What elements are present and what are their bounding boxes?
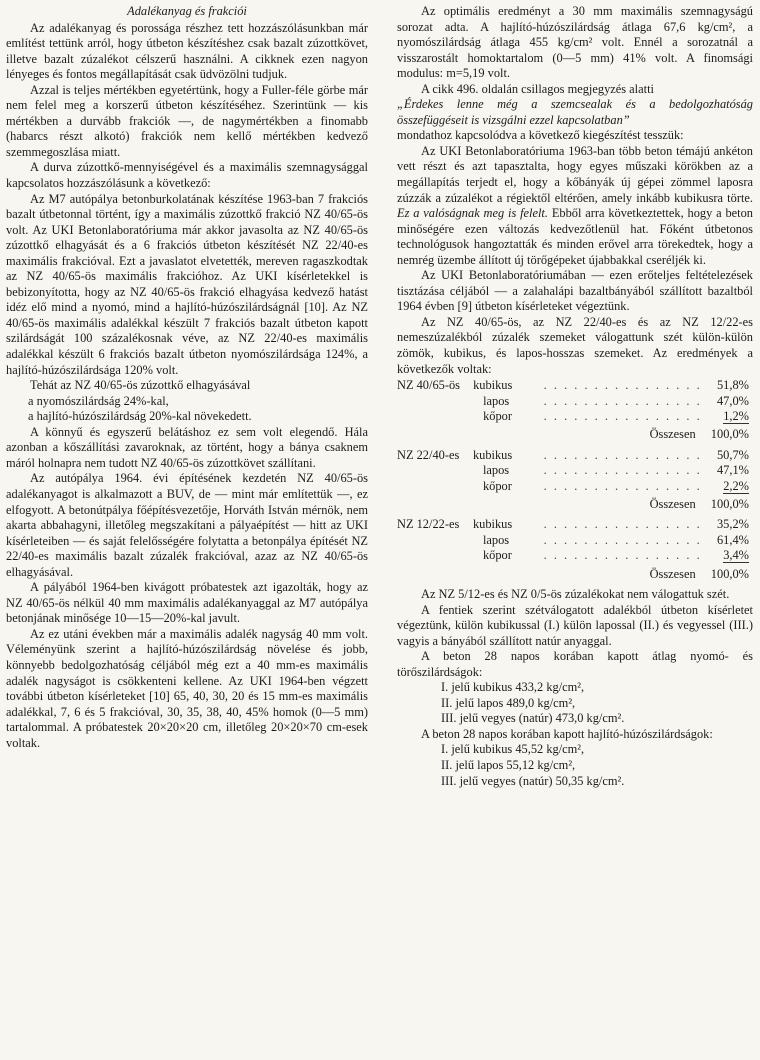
paragraph: A beton 28 napos korában kapott hajlító-húzószilárdságok: [421,726,713,741]
paragraph-continuation: mondathoz kapcsolódva a következő kiegészítést tesszük: [397,128,684,143]
result-table [397,448,749,513]
fraction-name: NZ 22/40-es [397,447,460,462]
paragraph: Tehát az NZ 40/65-ös zúzottkő elhagyásával [30,378,251,393]
percent-value [702,548,749,563]
results-tables [397,378,753,582]
percent-text: 2,2% [723,478,749,493]
table-row [397,533,749,548]
shape-label: kőpor [483,408,512,423]
percent-text: 51,8% [716,378,749,393]
paragraph: Az optimális eredményt a 30 mm maximális szemnagyságú sorozat adta. A hajlító-húzószilárdság átlaga 67,6 kg/cm², a nyomószilárdság átlaga 455 kg/cm² volt. Ennél a sorozatnál a visszarostált homoktartalom (0—5 mm) 41% volt. A finomsági modulus: m=5,19 volt. [397,4,753,81]
shape-label: lapos [482,532,510,547]
paragraph: Az NZ 40/65-ös, az NZ 22/40-es és az NZ 12/22-es nemeszúzalékból zúzalék szemeket válogattunk szét külön-külön zömök, kubikus, és lapos-hosszas szemeket. Az eredmények a következők voltak: [397,314,753,376]
paragraph: Az ez utáni években már a maximális adalék nagyság 40 mm volt. Véleményünk szerint a hajlító-húzószilárdság növelése és jobb, könnyebb bedolgozhatóság céljából még ezt a 40 mm-es maximális adalék nagyságot is csökkenteni kellene. Az UKI 1964-ben végzett további útbeton kísérleteket [10] 65, 40, 30, 20 és 15 mm-es maximális adalékkal, 7, 6 és 5 frakcióval, 30, 35, 38, 40, 45% homok (0—5 mm) tartalommal. A próbatestek 20×20×20 cm, illetőleg 20×20×70 cm-esek voltak. [6,626,368,750]
indented-line: a hajlító-húzószilárdság 20%-kal növekedett. [28,409,252,424]
leader-dots: . . . . . . . . . . . . . . . . [543,408,702,423]
leader-dots: . . . . . . . . . . . . . . . . [543,393,702,408]
percent-value [702,479,749,494]
paragraph: Az NZ 5/12-es és NZ 0/5-ös zúzalékokat nem válogattuk szét. [421,587,730,601]
paragraph: A durva zúzottkő-mennyiségével és a maximális szemnagysággal kapcsolatos hozzászólásunk a következő: [6,160,368,191]
fraction-name: NZ 40/65-ös [397,378,460,393]
percent-text: 50,7% [716,447,749,462]
total-value: 100,0% [710,496,749,511]
percent-text: 47,1% [716,463,749,478]
paragraph: Az autópálya 1964. évi építésének kezdetén NZ 40/65-ös adalékanyagot is alkalmazott a BUV, de — mint már említettük —, ez elfogyott. A betonútpálya főépítésvezetője, Horváth István mérnök, nem akarta abbahagyni, illetőleg megszakítani a pályaépítést — hitt az UKI kísérleteiben — és saját felelősségére folytatta a betonpálya építését NZ 22/40-es maximális bazalt zúzalék frakcióval, azaz az NZ 40/65-ös elhagyásával. [6,471,368,579]
section-title: Adalékanyag és frakciói [127,4,247,18]
leader-dots: . . . . . . . . . . . . . . . . [543,463,702,478]
percent-value [702,517,749,532]
paragraph: A beton 28 napos korában kapott átlag nyomó- és törőszilárdságok: [397,649,753,679]
paragraph: A pályából 1964-ben kivágott próbatestek azt igazolták, hogy az NZ 40/65-ös nélkül 40 mm maximális adalékanyaggal az M7 autópálya betonjának minősége 10—15—20%-kal javult. [6,580,368,626]
leader-dots: . . . . . . . . . . . . . . . . [543,378,702,393]
percent-value [702,409,749,424]
total-value: 100,0% [710,566,749,581]
fraction-name [397,548,473,563]
percent-text: 1,2% [723,408,749,423]
shape-label: lapos [483,393,510,408]
left-column [6,4,368,751]
table-row [397,378,749,393]
list-item: II. jelű lapos 55,12 kg/cm², [441,758,576,773]
total-row [397,494,749,512]
shape-label: kőpor [482,548,512,563]
percent-text: 3,4% [723,548,749,563]
paragraph: A cikk 496. oldalán csillagos megjegyzés alatti [421,81,654,96]
table-row [397,409,749,424]
percent-text: 35,2% [716,517,749,532]
shape-label: kubikus [472,517,513,532]
fraction-name [397,463,473,478]
percent-value [702,463,749,478]
paragraph: Az UKI Betonlaboratóriumában — ezen erőteljes feltételezések tisztázása céljából — a zalahalápi bazaltbányából szállított bazaltból 1964 évben [9] útbeton kísérleteket végeztünk. [397,268,753,314]
fraction-name [397,479,473,494]
leader-dots: . . . . . . . . . . . . . . . . [543,478,702,493]
shape-label: lapos [482,463,510,478]
strength-list [397,680,753,727]
table-row [397,463,749,478]
fraction-name [397,409,473,424]
shape-label: kőpor [482,478,512,493]
table-row [397,517,749,532]
paragraph-text: Az UKI Betonlaboratóriuma 1963-ban több beton témájú ankéton vett részt és azt tapasztalta, hogy egyes műszaki körökben az a megállapítás terjedt el, hogy a kőbányák új gépei zömmel laposra zúzzák a zúzalékot a régiektől eltérően, amely inkább kubikusra törte. [397,143,753,205]
percent-value [702,533,749,548]
paragraph-text: Ebből arra következtettek, hogy a beton minőségére ezen változás kedvezőtlenül hat. Főként útbetonos technológusok hangoztatták és minden erővel arra törekedtek, hogy a nemrég üzembe állított új törőgépeket újabbakkal cseréljék ki. [397,206,753,267]
paragraph: A fentiek szerint szétválogatott adalékból útbeton kísérletet végeztünk, külön kubikussal (I.) külön lapossal (II.) és vegyessel (III.) vagyis a bányából szállított natúr anyaggal. [397,602,753,648]
percent-text: 61,4% [716,532,749,547]
leader-dots: . . . . . . . . . . . . . . . . [543,548,702,563]
leader-dots: . . . . . . . . . . . . . . . . [543,532,702,547]
table-row [397,479,749,494]
quoted-sentence: „Érdekes lenne még a szemcsealak és a bedolgozhatóság összefüggéseit is vizsgálni ezzel kapcsolatban” [397,97,753,127]
total-label: Összesen [649,566,696,581]
table-row [397,448,749,463]
total-label: Összesen [649,496,696,511]
leader-dots: . . . . . . . . . . . . . . . . [543,447,702,462]
list-item: I. jelű kubikus 433,2 kg/cm², [441,680,585,695]
right-column [397,4,753,789]
list-item: II. jelű lapos 489,0 kg/cm², [441,695,576,710]
total-row [397,564,749,582]
fraction-name [397,533,473,548]
paragraph: A könnyű és egyszerű belátáshoz ez sem volt elegendő. Hála azonban a kőszállítási zavaroknak, az történt, hogy a bánya csaknem máról holnapra nem tudott NZ 40/65-ös zúzottkövet szállítani. [6,424,368,470]
fraction-name [397,394,473,409]
percent-value [702,448,749,463]
list-item: III. jelű vegyes (natúr) 50,35 kg/cm². [441,773,625,788]
result-table [397,378,749,443]
result-table [397,517,749,582]
paragraph: Az M7 autópálya betonburkolatának készítése 1963-ban 7 frakciós bazalt útbetonnal történt, így a maximális zúzottkő frakció NZ 40/65-ös volt. Az UKI Betonlaboratóriuma már akkor javasolta az NZ 40/65-ös zúzottkő elhagyását és a 6 frakciós útbeton készítését NZ 22/40-es maximális frakcióval. Ezt a javaslatot elvetették, mereven ragaszkodtak az NZ 40/65-ös maximális frakcióhoz. Az UKI kísérletekkel is bebizonyította, hogy az NZ 40/65-ös frakció elhagyása kedvező hatást idéz elő mind a nyomó, mind a hajlító-húzószilárdságnál [10]. Az NZ 40/65-ös maximális adalékkal készült 7 frakciós bazalt útbeton kapott szilárdságát 100 százalékosnak véve, az NZ 22/40-es maximális adalékkal készült 6 frakciós bazalt útbeton nyomószilárdsága 124%, a hajlító-húzószilárdsága 120% volt. [6,191,368,377]
table-row [397,548,749,563]
paragraph: Azzal is teljes mértékben egyetértünk, hogy a Fuller-féle görbe már nem felel meg a korszerű útbeton készítéséhez. Szerintünk — kis mértékben a durvább frakciók —, de nagymértékben a finomabb (habarcs részt alkotó) frakciók nem kellő mértékben kedvező szemmegoszlása miatt. [6,82,368,159]
indented-line: a nyomószilárdság 24%-kal, [28,393,169,408]
strength-list [397,742,753,789]
table-row [397,394,749,409]
list-item: III. jelű vegyes (natúr) 473,0 kg/cm². [441,711,625,726]
paragraph: Az adalékanyag és porosságа részhez tett hozzászólásunkban már említést tettünk arról, hogy útbeton készítéshez csak bazalt zúzottkövet, illetve bazalt zúzalékot célszerű használni. A cikknek ezen nagyon lényeges és fontos megállapítását csak üdvözölni tudjuk. [6,20,368,82]
leader-dots: . . . . . . . . . . . . . . . . [543,517,702,532]
shape-label: kubikus [472,447,513,462]
percent-value [702,394,749,409]
fraction-name: NZ 12/22-es [397,517,460,532]
paragraph [397,144,753,268]
percent-value [702,378,749,393]
total-label: Összesen [649,427,696,442]
total-row [397,424,749,442]
percent-text: 47,0% [716,393,749,408]
list-item: I. jelű kubikus 45,52 kg/cm², [441,742,585,757]
total-value: 100,0% [710,427,749,442]
emphasis-text: Ez a valóságnak meg is felelt. [397,206,548,221]
shape-label: kubikus [473,378,513,393]
